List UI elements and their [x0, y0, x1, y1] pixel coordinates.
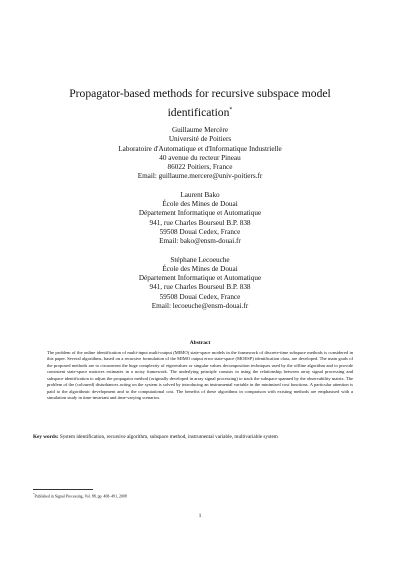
author-name: Stéphane Lecoeuche	[170, 255, 230, 264]
footnote-mark: *	[33, 492, 35, 496]
author-email: Email: lecoeuche@ensm-douai.fr	[151, 302, 249, 311]
abstract-heading: Abstract	[189, 340, 211, 346]
author-address-line: 59508 Douai Cedex, France	[159, 227, 241, 236]
title-footnote-mark: *	[229, 107, 233, 113]
author-address-line: 941, rue Charles Bourseul B.P. 838	[149, 218, 251, 227]
author-address-line: 86022 Poitiers, France	[167, 163, 233, 172]
footnote-rule	[33, 489, 93, 490]
page-number: 1	[198, 513, 202, 519]
keywords-text: System identification, recursive algorithm, subspace method, instrumental variable, multivariable system	[59, 434, 278, 440]
author-name: Guillaume Mercère	[171, 126, 229, 134]
author-block-lecoeuche	[50, 256, 350, 312]
author-address-line: 941, rue Charles Bourseul B.P. 838	[149, 283, 251, 292]
author-email: Email: guillaume.mercere@univ-poitiers.fr	[137, 172, 263, 181]
author-block-bako	[50, 191, 350, 247]
author-block-mercere	[50, 126, 350, 182]
author-affiliation-line: École des Mines de Douai	[162, 200, 238, 209]
author-list	[50, 126, 350, 311]
paper-title	[40, 86, 360, 121]
author-affiliation-line: Université de Poitiers	[168, 135, 232, 144]
footnote	[33, 492, 369, 499]
author-affiliation-line: Département Informatique et Automatique	[138, 209, 262, 218]
author-email: Email: bako@ensm-douai.fr	[159, 237, 241, 246]
abstract-text: The problem of the online identification of multi-input multi-output (MIMO) state-space models in the framework of discrete-time subspace methods is considered in this paper. Several algorithms, based on a recursive formulation of the MIMO output error state-space (MOESP) identification class, are developed. The main goals of the proposed methods are to circumvent the huge complexity of eigenvalues or singular values decomposition techniques used by the offline algorithm and to provide consistent state-space matrices estimates in a noisy framework. The underlying principle consists in using the relationship between array signal processing and subspace identification to adjust the propagator method (originally developed in array signal processing) to track the subspace spanned by the observability matrix. The problem of the (coloured) disturbances acting on the system is solved by introducing an instrumental variable in the minimised cost functions. A particular attention is paid to the algorithmic development and to the computational cost. The benefits of these algorithms in comparison with existing methods are emphasised with a simulation study in time-invariant and time-varying scenarios.	[47, 350, 353, 401]
keywords-label: Key words:	[33, 434, 59, 440]
author-affiliation-line: Laboratoire d'Automatique et d'Informatique Industrielle	[118, 144, 282, 153]
author-affiliation-line: École des Mines de Douai	[162, 264, 238, 273]
footnote-text: Published in Signal Processing, Vol. 88, pp. 468–491, 2008	[34, 494, 127, 499]
author-address-line: 59508 Douai Cedex, France	[159, 292, 241, 301]
author-affiliation-line: Département Informatique et Automatique	[138, 274, 262, 283]
author-address-line: 40 avenue du recteur Pineau	[159, 153, 241, 162]
author-name: Laurent Bako	[180, 190, 220, 199]
paper-title-text: Propagator-based methods for recursive subspace model identification	[69, 87, 331, 119]
keywords-paragraph	[33, 434, 369, 441]
